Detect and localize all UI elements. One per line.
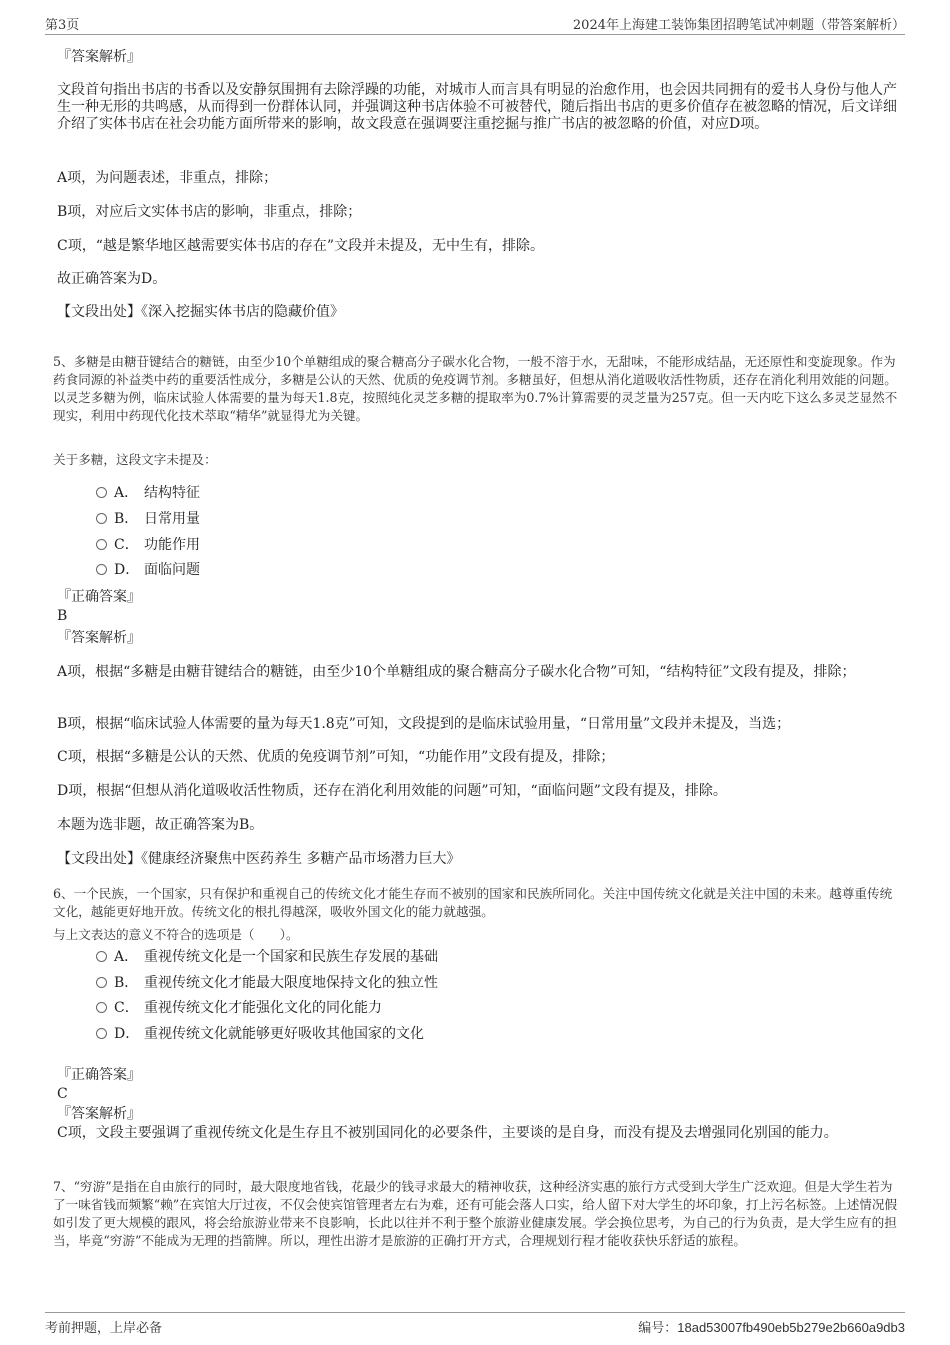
q6-answer-label: 『正确答案』: [57, 1067, 141, 1083]
radio-icon[interactable]: [96, 1028, 107, 1039]
page-footer: [45, 1312, 905, 1335]
q4-analysis-body: 文段首句指出书店的书香以及安静氛围拥有去除浮躁的功能，对城市人而言具有明显的治愈作用，也会因共同拥有的爱书人身份与他人产生一种无形的共鸣感，从而得到一份群体认同，并强调这种书店体验不可被替代，随后指出书店的更多价值存在被忽略的情况，后文详细介绍了实体书店在社会功能方面所带来的影响，故文段意在强调要注重挖掘与推广书店的被忽略的价值，对应D项。: [57, 82, 897, 132]
q5-analysis-d: D项，根据“但想从消化道吸收活性物质，还存在消化利用效能的问题”可知，“面临问题”文段有提及，排除。: [57, 783, 727, 799]
q6-analysis-body: C项，文段主要强调了重视传统文化是生存且不被别国同化的必要条件，主要谈的是自身，而没有提及去增强同化别国的能力。: [57, 1125, 838, 1141]
radio-icon[interactable]: [96, 977, 107, 988]
page-number: 第3页: [45, 18, 80, 33]
footer-slogan: 考前押题，上岸必备: [45, 1321, 163, 1336]
q6-option-b[interactable]: B． 重视传统文化才能最大限度地保持文化的独立性: [96, 974, 438, 992]
q4-option-a-explanation: A项，为问题表述，非重点，排除；: [57, 170, 278, 186]
q6-question: 与上文表达的意义不符合的选项是（ ）。: [53, 927, 299, 942]
q6-answer: C: [57, 1086, 68, 1102]
radio-icon[interactable]: [96, 564, 107, 575]
q4-conclusion: 故正确答案为D。: [57, 271, 167, 287]
q5-stem: 5、多糖是由糖苷键结合的糖链，由至少10个单糖组成的聚合糖高分子碳水化合物，一般不溶于水，无甜味，不能形成结晶，无还原性和变旋现象。作为药食同源的补益类中药的重要活性成分，多糖是公认的天然、优质的免疫调节剂。多糖虽好，但想从消化道吸收活性物质，还存在消化利用效能的问题。以灵芝多糖为例，临床试验人体需要的量为每天1.8克，按照纯化灵芝多糖的提取率为0.7%计算需要的灵芝量为257克。但一天内吃下这么多灵芝显然不现实，利用中药现代化技术萃取“精华”就显得尤为关键。: [53, 354, 898, 423]
radio-icon[interactable]: [96, 1002, 107, 1013]
q6-option-d[interactable]: D． 重视传统文化就能够更好吸收其他国家的文化: [96, 1025, 424, 1043]
q5-analysis-b: B项，根据“临床试验人体需要的量为每天1.8克”可知，文段提到的是临床试验用量，“日常用量”文段并未提及，当选；: [57, 716, 791, 732]
footer-code: 编号：18ad53007fb490eb5b279e2b660a9db3: [638, 1320, 905, 1336]
q4-option-b-explanation: B项，对应后文实体书店的影响，非重点，排除；: [57, 204, 362, 220]
q4-analysis-label: 『答案解析』: [57, 49, 141, 65]
q5-option-c[interactable]: C． 功能作用: [96, 536, 200, 554]
q7-stem: 7、“穷游”是指在自由旅行的同时，最大限度地省钱，花最少的钱寻求最大的精神收获，这种经济实惠的旅行方式受到大学生广泛欢迎。但是大学生若为了一味省钱而频繁“赖”在宾馆大厅过夜，不仅会使宾馆管理者左右为难，还有可能会落人口实，给人留下对大学生的坏印象，打上污名标签。上述情况假如引发了更大规模的跟风，将会给旅游业带来不良影响，长此以往并不利于整个旅游业健康发展。学会换位思考，为自己的行为负责，是大学生应有的担当，毕竟“穷游”不能成为无理的挡箭牌。所以，理性出游才是旅游的正确打开方式，合理规划行程才能收获快乐舒适的旅程。: [53, 1179, 898, 1248]
q4-source: 【文段出处】《深入挖掘实体书店的隐藏价值》: [57, 304, 344, 320]
document-title: 2024年上海建工装饰集团招聘笔试冲刺题（带答案解析）: [572, 18, 905, 33]
radio-icon[interactable]: [96, 513, 107, 524]
q6-analysis-label: 『答案解析』: [57, 1106, 141, 1122]
q5-analysis-c: C项，根据“多糖是公认的天然、优质的免疫调节剂”可知，“功能作用”文段有提及，排除；: [57, 749, 615, 765]
q5-analysis-a: A项，根据“多糖是由糖苷键结合的糖链，由至少10个单糖组成的聚合糖高分子碳水化合物”可知，“结构特征”文段有提及，排除；: [57, 664, 856, 680]
q6-option-a[interactable]: A． 重视传统文化是一个国家和民族生存发展的基础: [96, 948, 438, 966]
q6-option-c[interactable]: C． 重视传统文化才能强化文化的同化能力: [96, 999, 382, 1017]
q5-option-a[interactable]: A． 结构特征: [96, 484, 200, 502]
page-header: [45, 14, 905, 35]
q5-option-b[interactable]: B． 日常用量: [96, 510, 200, 528]
q5-source: 【文段出处】《健康经济聚焦中医药养生 多糖产品市场潜力巨大》: [57, 851, 461, 867]
q5-option-d[interactable]: D． 面临问题: [96, 561, 200, 579]
q5-answer-label: 『正确答案』: [57, 589, 141, 605]
q5-conclusion: 本题为选非题，故正确答案为B。: [57, 817, 264, 833]
q5-question: 关于多糖，这段文字未提及：: [53, 452, 217, 467]
q4-option-c-explanation: C项，“越是繁华地区越需要实体书店的存在”文段并未提及，无中生有，排除。: [57, 238, 545, 254]
q5-answer: B: [57, 608, 68, 624]
radio-icon[interactable]: [96, 951, 107, 962]
radio-icon[interactable]: [96, 487, 107, 498]
q5-analysis-label: 『答案解析』: [57, 630, 141, 646]
radio-icon[interactable]: [96, 539, 107, 550]
q6-stem: 6、一个民族，一个国家，只有保护和重视自己的传统文化才能生存而不被别的国家和民族所同化。关注中国传统文化就是关注中国的未来。越尊重传统文化，越能更好地开放。传统文化的根扎得越深，吸收外国文化的能力就越强。: [53, 886, 893, 919]
